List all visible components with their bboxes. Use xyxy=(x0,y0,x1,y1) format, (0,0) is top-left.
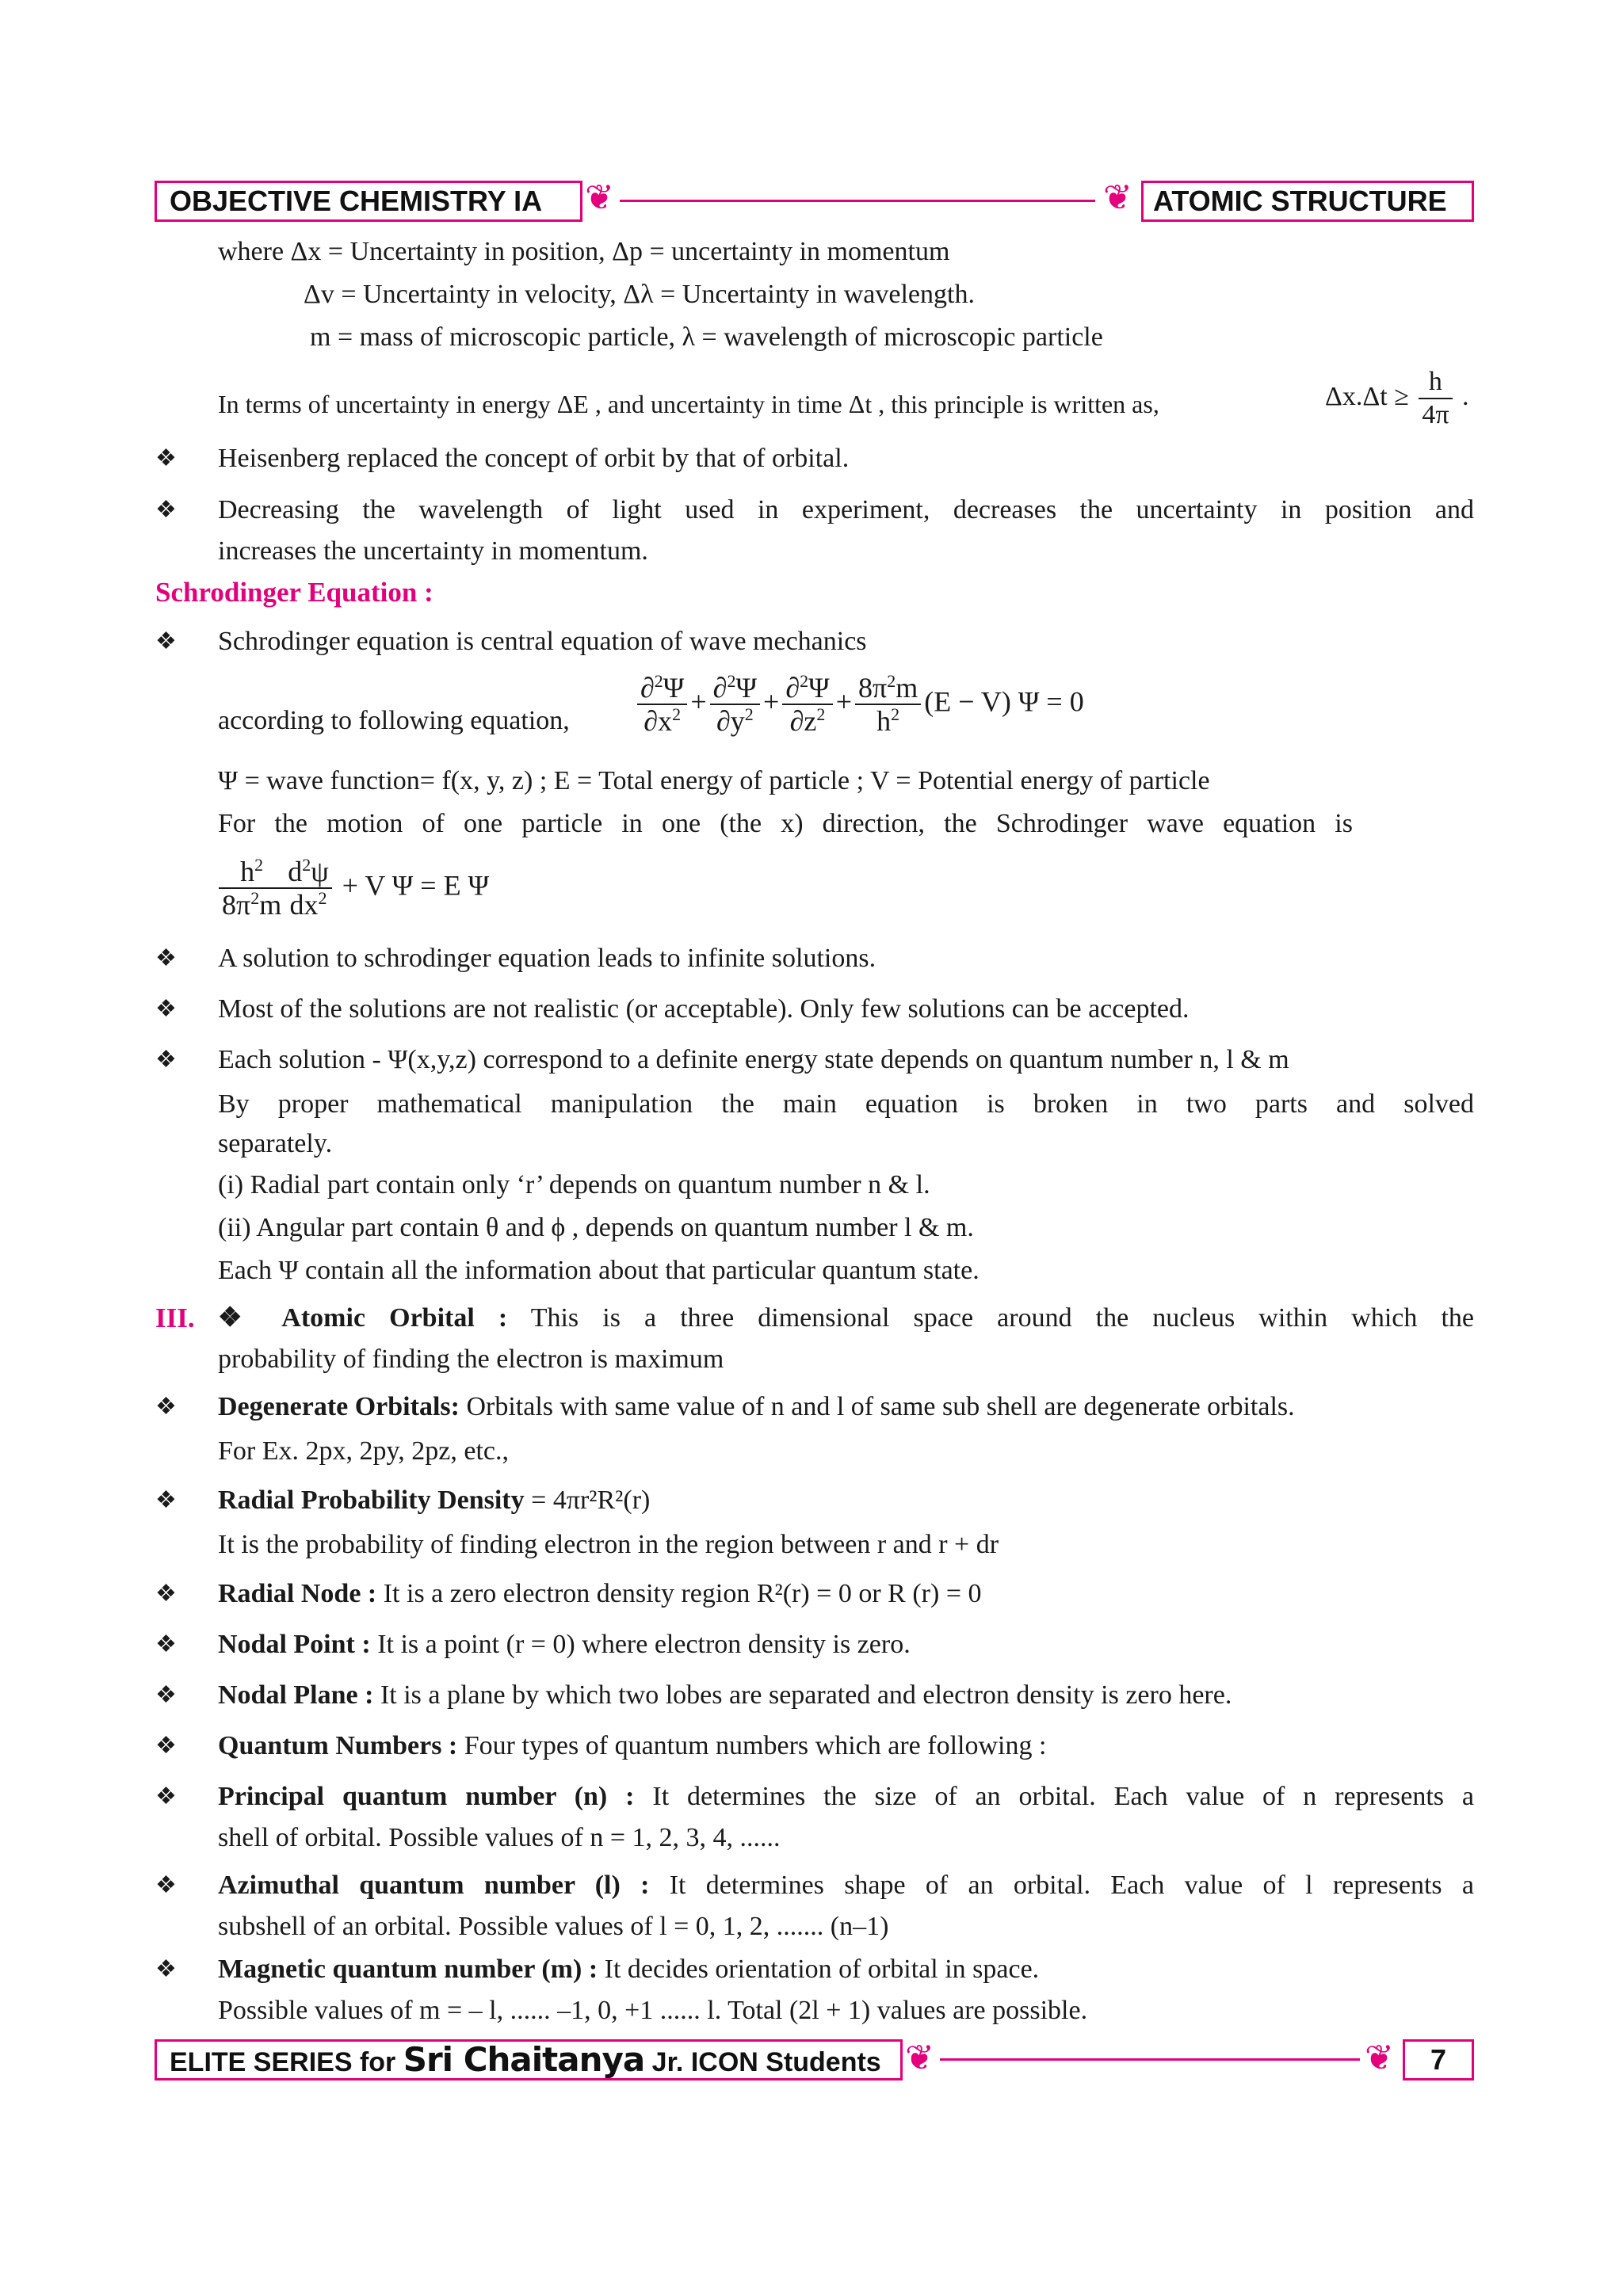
schrodinger-central-text: Schrodinger equation is central equation of wave mechanics xyxy=(218,627,867,656)
each-psi-text: Each Ψ contain all the information about that particular quantum state. xyxy=(218,1256,980,1285)
solution-energy-state-text: Each solution - Ψ(x,y,z) correspond to a definite energy state depends on quantum number n, l & m xyxy=(218,1045,1289,1074)
bullet-icon: ❖ xyxy=(155,1581,177,1607)
magnetic-qn-line-2: Possible values of m = – l, ...... –1, 0, +1 ...... l. Total (2l + 1) values are possible. xyxy=(218,1996,1088,2025)
manipulation-text-1: By proper mathematical manipulation the main equation is broken in two parts and solved xyxy=(218,1089,1474,1119)
page-number: 7 xyxy=(1403,2039,1474,2081)
schrodinger-3d-equation: $\frac{\partial^2\Psi}{\partial x^2}$ + $\frac{\partial^2\Psi}{\partial y^2}$ + $\frac{\partial^2\Psi}{\partial z^2}$ + $\frac{8\pi^2m}{h^2}$ (E − V) Ψ = 0 xyxy=(634,672,1084,737)
nodal-point-label: Nodal Point : xyxy=(218,1630,371,1659)
equation-tail: (E − V) Ψ = 0 xyxy=(924,685,1084,718)
equation-1d-tail: + V Ψ = E Ψ xyxy=(342,869,490,902)
uncertainty-line-1: where Δx = Uncertainty in position, Δp = uncertainty in momentum xyxy=(218,237,950,266)
mqn-label: Magnetic quantum number (m) : xyxy=(218,1955,598,1984)
degenerate-orbitals-line xyxy=(218,1390,1295,1425)
header-left-title: OBJECTIVE CHEMISTRY IA xyxy=(155,181,582,222)
psi-definition-text: Ψ = wave function= f(x, y, z) ; E = Total energy of particle ; V = Potential energy of particle xyxy=(218,766,1210,795)
radial-node-text: It is a zero electron density region R²(r) = 0 or R (r) = 0 xyxy=(383,1579,982,1608)
pqn-text: It determines the size of an orbital. Each value of n represents a xyxy=(652,1782,1475,1811)
solution-realistic-text: Most of the solutions are not realistic (or acceptable). Only few solutions can be accepted. xyxy=(218,994,1190,1024)
section-numeral: III. xyxy=(155,1302,195,1333)
h-over-4pi: $\frac{h}{4\pi}$ xyxy=(1419,366,1452,431)
angular-part-text: (ii) Angular part contain θ and ϕ , depends on quantum number l & m. xyxy=(218,1213,974,1242)
ornament-icon: ❦ xyxy=(1103,178,1132,217)
principal-qn-line-1 xyxy=(218,1779,1474,1814)
atomic-orbital-line-2: probability of finding the electron is maximum xyxy=(218,1344,724,1374)
azimuthal-qn-line-1 xyxy=(218,1868,1474,1903)
heisenberg-orbital-text: Heisenberg replaced the concept of orbit by that of orbital. xyxy=(218,444,850,473)
bullet-icon: ❖ xyxy=(155,1047,177,1073)
bullet-icon: ❖ xyxy=(155,1733,177,1759)
according-text: according to following equation, xyxy=(218,706,570,735)
degenerate-example: For Ex. 2px, 2py, 2pz, etc., xyxy=(218,1436,510,1466)
bullet-icon: ❖ xyxy=(155,497,177,523)
qn-label: Quantum Numbers : xyxy=(218,1731,458,1760)
bullet-icon: ❖ xyxy=(155,1487,177,1513)
nodal-plane-text: It is a plane by which two lobes are separated and electron density is zero here. xyxy=(380,1680,1232,1710)
footer-prefix: ELITE SERIES for xyxy=(170,2047,396,2077)
uncertainty-line-2: Δv = Uncertainty in velocity, Δλ = Uncertainty in wavelength. xyxy=(304,280,975,309)
radial-node-line xyxy=(218,1577,982,1611)
solution-infinite-text: A solution to schrodinger equation leads to infinite solutions. xyxy=(218,944,876,973)
rpd-label: Radial Probability Density xyxy=(218,1486,525,1515)
radial-node-label: Radial Node : xyxy=(218,1579,377,1608)
bullet-icon: ❖ xyxy=(155,1783,177,1810)
atomic-orbital-text: This is a three dimensional space around the nucleus within which the xyxy=(530,1303,1474,1333)
radial-probability-line xyxy=(218,1483,650,1518)
pqn-label: Principal quantum number (n) : xyxy=(218,1782,635,1811)
uncertainty-line-3: m = mass of microscopic particle, λ = wavelength of microscopic particle xyxy=(310,322,1103,352)
wavelength-text-2: increases the uncertainty in momentum. xyxy=(218,536,648,566)
azimuthal-qn-line-2: subshell of an orbital. Possible values of l = 0, 1, 2, ....... (n–1) xyxy=(218,1912,889,1941)
bullet-icon: ❖ xyxy=(155,996,177,1022)
bullet-icon: ❖ xyxy=(155,1682,177,1708)
qn-text: Four types of quantum numbers which are following : xyxy=(464,1731,1047,1760)
degenerate-label: Degenerate Orbitals: xyxy=(218,1392,460,1421)
ornament-icon: ❦ xyxy=(585,178,614,217)
bullet-icon: ❖ xyxy=(155,1956,177,1982)
mqn-text: It decides orientation of orbital in space. xyxy=(604,1955,1040,1984)
nodal-plane-label: Nodal Plane : xyxy=(218,1680,374,1710)
bullet-icon: ❖ xyxy=(155,445,177,471)
manipulation-text-2: separately. xyxy=(218,1129,333,1158)
ornament-icon: ❦ xyxy=(905,2039,934,2077)
rpd-explanation: It is the probability of finding electron in the region between r and r + dr xyxy=(218,1530,999,1559)
rpd-formula: = 4πr²R²(r) xyxy=(531,1486,651,1515)
schrodinger-1d-equation: $\frac{h^2}{8\pi^2m}$ $\frac{d^2\psi}{dx^2}$ + V Ψ = E Ψ xyxy=(216,856,489,921)
magnetic-qn-line-1 xyxy=(218,1952,1039,1987)
bullet-icon: ❖ xyxy=(155,628,177,654)
quantum-numbers-line xyxy=(218,1729,1046,1764)
bullet-icon: ❖ xyxy=(155,1394,177,1420)
nodal-plane-line xyxy=(218,1678,1232,1713)
atomic-orbital-label: ❖ Atomic Orbital : xyxy=(218,1303,508,1333)
degenerate-text: Orbitals with same value of n and l of same sub shell are degenerate orbitals. xyxy=(466,1392,1295,1421)
principal-qn-line-2: shell of orbital. Possible values of n = 1, 2, 3, 4, ...... xyxy=(218,1823,781,1852)
bullet-icon: ❖ xyxy=(155,945,177,971)
aqn-label: Azimuthal quantum number (l) : xyxy=(218,1871,650,1900)
footer-suffix: Jr. ICON Students xyxy=(651,2047,881,2077)
atomic-orbital-line-1 xyxy=(218,1301,1474,1336)
footer-brand: Sri Chaitanya xyxy=(403,2040,645,2079)
nodal-point-line xyxy=(218,1627,911,1662)
radial-part-text: (i) Radial part contain only ‘r’ depends on quantum number n & l. xyxy=(218,1170,930,1199)
header-rule xyxy=(620,200,1095,202)
wavelength-text-1: Decreasing the wavelength of light used in experiment, decreases the uncertainty in position and xyxy=(218,495,1474,524)
energy-uncertainty-formula: Δx.Δt ≥ $\frac{h}{4\pi}$ . xyxy=(1325,367,1469,429)
one-dimension-text: For the motion of one particle in one (the x) direction, the Schrodinger wave equation is xyxy=(218,809,1353,838)
energy-uncertainty-text: In terms of uncertainty in energy ΔE , and uncertainty in time Δt , this principle is written as, xyxy=(218,390,1159,418)
header-right-title: ATOMIC STRUCTURE xyxy=(1141,181,1474,222)
schrodinger-heading: Schrodinger Equation : xyxy=(155,577,433,608)
footer-rule xyxy=(940,2058,1360,2061)
formula-lhs: Δx.Δt ≥ xyxy=(1325,381,1409,411)
footer-series-title xyxy=(155,2039,903,2081)
nodal-point-text: It is a point (r = 0) where electron density is zero. xyxy=(377,1630,911,1659)
bullet-icon: ❖ xyxy=(155,1872,177,1898)
bullet-icon: ❖ xyxy=(155,1631,177,1657)
aqn-text: It determines shape of an orbital. Each value of l represents a xyxy=(669,1871,1475,1900)
ornament-icon: ❦ xyxy=(1365,2039,1394,2077)
